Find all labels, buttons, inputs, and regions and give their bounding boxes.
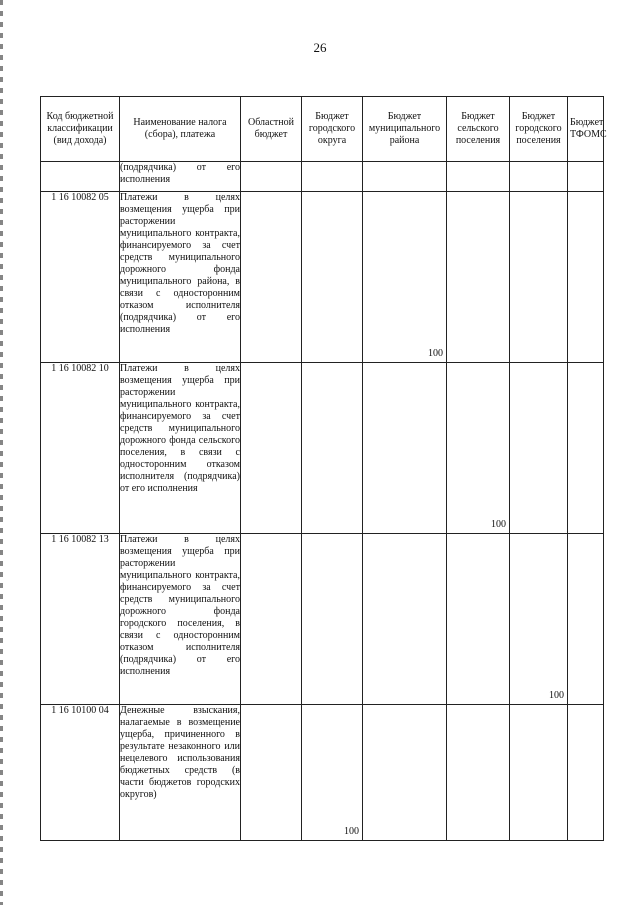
table-header-row xyxy=(41,97,604,162)
cell-municipal-district xyxy=(363,363,447,534)
row-code: 1 16 10082 13 xyxy=(41,534,120,705)
cell-city-district xyxy=(302,162,363,192)
header-regional-budget: Областной бюджет xyxy=(241,97,302,162)
cell-rural-settlement: 100 xyxy=(447,363,510,534)
row-code: 1 16 10082 10 xyxy=(41,363,120,534)
cell-regional xyxy=(241,192,302,363)
cell-urban-settlement xyxy=(510,363,568,534)
cell-city-district xyxy=(302,534,363,705)
row-code: 1 16 10100 04 xyxy=(41,705,120,841)
table-row xyxy=(41,705,604,841)
cell-urban-settlement xyxy=(510,705,568,841)
row-name: (подрядчика) от его исполнения xyxy=(120,162,241,192)
cell-municipal-district xyxy=(363,162,447,192)
cell-tfoms xyxy=(568,363,604,534)
cell-tfoms xyxy=(568,192,604,363)
header-city-district-budget: Бюджет городского округа xyxy=(302,97,363,162)
scan-edge-marks xyxy=(0,0,3,905)
cell-regional xyxy=(241,162,302,192)
header-urban-settlement-budget: Бюджет городского поселения xyxy=(510,97,568,162)
table-row xyxy=(41,534,604,705)
table-row xyxy=(41,162,604,192)
cell-municipal-district xyxy=(363,534,447,705)
cell-urban-settlement: 100 xyxy=(510,534,568,705)
header-rural-settlement-budget: Бюджет сельского поселения xyxy=(447,97,510,162)
cell-city-district xyxy=(302,363,363,534)
cell-tfoms xyxy=(568,162,604,192)
header-tfoms-budget: Бюджет ТФОМС xyxy=(568,97,604,162)
header-municipal-district-budget: Бюджет муниципального района xyxy=(363,97,447,162)
row-code: 1 16 10082 05 xyxy=(41,192,120,363)
page-number: 26 xyxy=(313,40,327,55)
row-name: Денежные взыскания, налагаемые в возмещение ущерба, причиненного в результате незаконного или нецелевого использования бюджетных средств (в части бюджетов городских округов) xyxy=(120,705,241,841)
row-name: Платежи в целях возмещения ущерба при расторжении муниципального контракта, финансируемого за счет средств муниципального дорожного фонда муниципального района, в связи с односторонним отказом исполнителя (подрядчика) от его исполнения xyxy=(120,192,241,363)
cell-tfoms xyxy=(568,534,604,705)
cell-rural-settlement xyxy=(447,705,510,841)
table-row xyxy=(41,363,604,534)
cell-regional xyxy=(241,363,302,534)
cell-municipal-district: 100 xyxy=(363,192,447,363)
row-name: Платежи в целях возмещения ущерба при расторжении муниципального контракта, финансируемого за счет средств муниципального дорожного фонда сельского поселения, в связи с односторонним отказом исполнителя (подрядчика) от его исполнения xyxy=(120,363,241,534)
cell-urban-settlement xyxy=(510,192,568,363)
cell-regional xyxy=(241,534,302,705)
cell-city-district: 100 xyxy=(302,705,363,841)
cell-rural-settlement xyxy=(447,534,510,705)
row-name: Платежи в целях возмещения ущерба при расторжении муниципального контракта, финансируемого за счет средств муниципального дорожного фонда городского поселения, в связи с односторонним отказом исполнителя (подрядчика) от его исполнения xyxy=(120,534,241,705)
header-code: Код бюджетной классификации (вид дохода) xyxy=(41,97,120,162)
budget-classification-table xyxy=(40,96,607,841)
cell-rural-settlement xyxy=(447,162,510,192)
cell-city-district xyxy=(302,192,363,363)
cell-municipal-district xyxy=(363,705,447,841)
row-code xyxy=(41,162,120,192)
cell-tfoms xyxy=(568,705,604,841)
cell-regional xyxy=(241,705,302,841)
header-name: Наименование налога (сбора), платежа xyxy=(120,97,241,162)
cell-urban-settlement xyxy=(510,162,568,192)
table-row xyxy=(41,192,604,363)
cell-rural-settlement xyxy=(447,192,510,363)
